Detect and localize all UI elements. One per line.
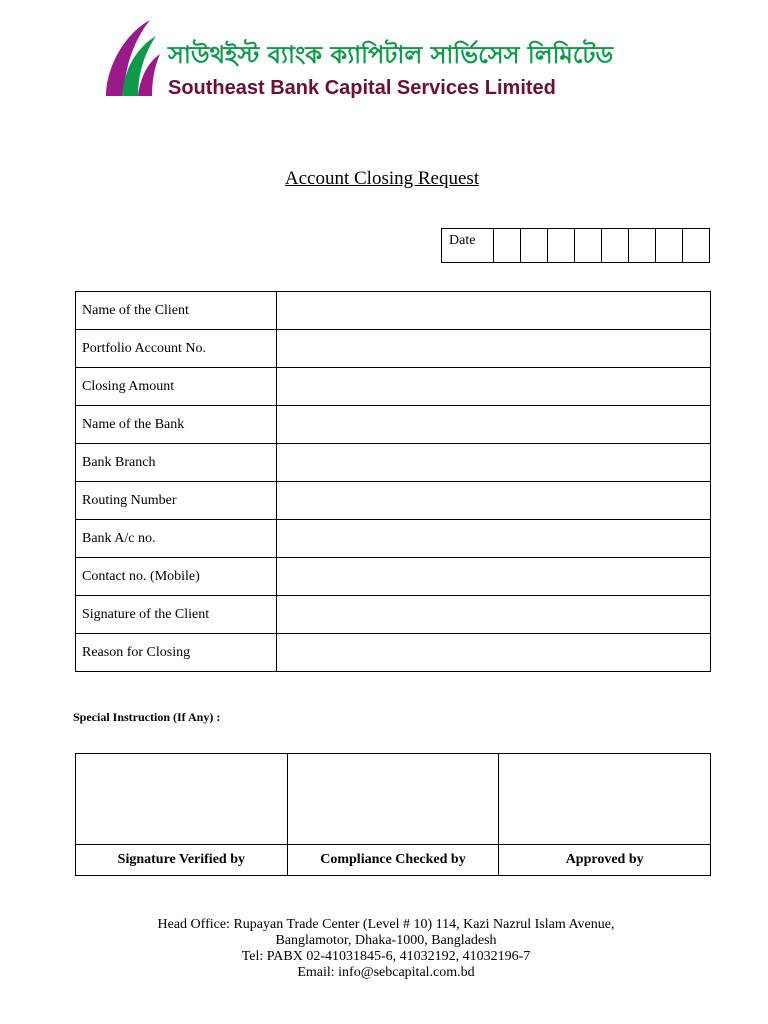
field-value[interactable] — [277, 406, 711, 444]
leaf-stripes-logo-icon — [104, 18, 160, 98]
authorization-table — [75, 753, 711, 876]
field-value[interactable] — [277, 596, 711, 634]
field-value[interactable] — [277, 634, 711, 672]
table-row — [76, 444, 711, 482]
compliance-checked-box[interactable] — [287, 754, 499, 845]
form-title: Account Closing Request — [284, 168, 480, 189]
compliance-checked-label: Compliance Checked by — [287, 845, 499, 876]
table-row — [76, 596, 711, 634]
field-label: Contact no. (Mobile) — [76, 558, 277, 596]
table-row — [76, 368, 711, 406]
address-line-1 — [0, 917, 768, 933]
telephone-line: Tel: PABX 02-41031845-6, 41032192, 41032196-7 — [241, 949, 531, 964]
date-digit-box[interactable] — [683, 229, 709, 262]
date-digit-box[interactable] — [548, 229, 575, 262]
field-label: Bank A/c no. — [76, 520, 277, 558]
field-value[interactable] — [277, 292, 711, 330]
table-row — [76, 558, 711, 596]
date-digit-box[interactable] — [656, 229, 683, 262]
date-digit-box[interactable] — [602, 229, 629, 262]
date-digit-box[interactable] — [494, 229, 521, 262]
field-value[interactable] — [277, 330, 711, 368]
approved-box[interactable] — [499, 754, 711, 845]
field-value[interactable] — [277, 368, 711, 406]
head-office-label: Head Office: — [157, 917, 230, 932]
table-row — [76, 482, 711, 520]
client-details-table — [75, 291, 711, 672]
special-instruction-label: Special Instruction (If Any) : — [73, 710, 221, 724]
date-field — [441, 228, 710, 263]
table-row — [76, 520, 711, 558]
field-label: Routing Number — [76, 482, 277, 520]
field-label: Closing Amount — [76, 368, 277, 406]
field-label: Bank Branch — [76, 444, 277, 482]
email-line: Email: info@sebcapital.com.bd — [297, 965, 475, 980]
table-row — [76, 292, 711, 330]
address-line-2: Banglamotor, Dhaka-1000, Bangladesh — [275, 933, 497, 948]
field-value[interactable] — [277, 444, 711, 482]
company-name-english: Southeast Bank Capital Services Limited — [168, 77, 556, 99]
date-digit-box[interactable] — [575, 229, 602, 262]
field-label: Portfolio Account No. — [76, 330, 277, 368]
address-text: Rupayan Trade Center (Level # 10) 114, Kazi Nazrul Islam Avenue, — [233, 917, 615, 932]
signature-verified-box[interactable] — [76, 754, 288, 845]
field-value[interactable] — [277, 558, 711, 596]
footer-address — [0, 917, 768, 981]
table-row — [76, 330, 711, 368]
field-value[interactable] — [277, 482, 711, 520]
field-value[interactable] — [277, 520, 711, 558]
company-name-bangla: সাউথইস্ট ব্যাংক ক্যাপিটাল সার্ভিসেস লিমিটেড — [168, 41, 614, 69]
table-row — [76, 406, 711, 444]
approved-by-label: Approved by — [499, 845, 711, 876]
field-label: Name of the Bank — [76, 406, 277, 444]
field-label: Reason for Closing — [76, 634, 277, 672]
date-label: Date — [442, 229, 494, 262]
table-row — [76, 634, 711, 672]
date-digit-box[interactable] — [521, 229, 548, 262]
signature-verified-label: Signature Verified by — [76, 845, 288, 876]
field-label: Signature of the Client — [76, 596, 277, 634]
date-digit-box[interactable] — [629, 229, 656, 262]
field-label: Name of the Client — [76, 292, 277, 330]
